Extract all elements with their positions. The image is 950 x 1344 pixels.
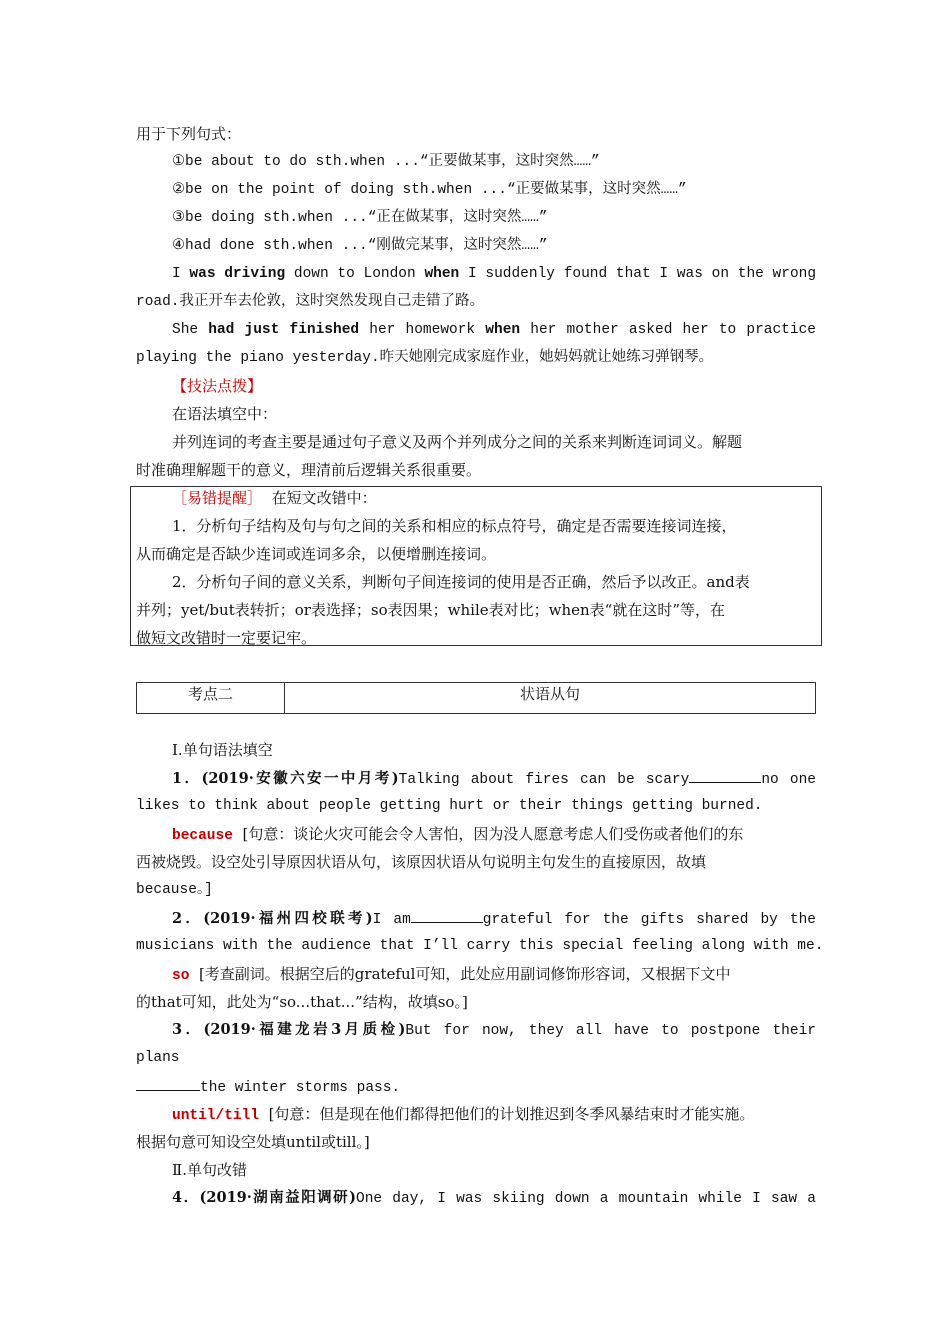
q3-answer-line: until/till [句意：但是现在他们都得把他们的计划推迟到冬季风暴结束时才能实施。 [172,1105,755,1124]
example-2-line1: She had just finished her homework when her mother asked her to practice [172,322,816,338]
q3-line3: the winter storms pass. [136,1072,816,1102]
q1-blank[interactable] [689,764,761,783]
example-1-line1: I was driving down to London when I suddenly found that I was on the wrong [172,266,817,282]
box-line-5: 做短文改错时一定要记牢。 [136,629,317,647]
q1-line1: 1．(2019·安徽六安一中月考)Talking about fires can be scary no one [172,764,816,794]
section-2-heading: Ⅱ.单句改错 [172,1161,247,1179]
pattern-1: ①be about to do sth.when ...“正要做某事，这时突然……” [172,154,600,170]
topic-title: 状语从句 [519,685,580,703]
q2-line2: musicians with the audience that I’ll carry this special feeling along with me. [136,938,824,954]
q4-line1: 4．(2019·湖南益阳调研)One day, I was skiing down a mountain while I saw a [172,1189,816,1207]
q1-explain-3: because。] [136,882,213,898]
intro-text: 用于下列句式： [136,125,242,143]
q3-answer: until/till [172,1108,260,1124]
box-title-line: ［易错提醒］ 在短文改错中： [172,489,377,507]
section-1-heading: Ⅰ.单句语法填空 [172,741,273,759]
q3-blank[interactable] [136,1072,200,1091]
q1-line2: likes to think about people getting hurt or their things getting burned. [136,798,763,814]
tip-line-3: 时准确理解题干的意义，理清前后逻辑关系很重要。 [136,461,482,479]
q1-answer-line: because [句意：谈论火灾可能会令人害怕，因为没人愿意考虑人们受伤或者他们的东 [172,825,744,844]
box-title: ［易错提醒］ [172,489,263,507]
q1-explain-2: 西被烧毁。设空处引导原因状语从句，该原因状语从句说明主句发生的直接原因，故填 [136,853,707,871]
topic-number: 考点二 [137,683,285,713]
q2-answer: so [172,968,190,984]
tip-line-2: 并列连词的考查主要是通过句子意义及两个并列成分之间的关系来判断连词词义。解题 [172,433,743,451]
box-line-4: 并列；yet/but表转折；or表选择；so表因果；while表对比；when表“就在这时”等，在 [136,601,726,619]
q1-answer: because [172,828,233,844]
topic-table [136,682,816,714]
tip-title: 【技法点拨】 [172,377,263,395]
box-line-3: 2．分析句子间的意义关系，判断句子间连接词的使用是否正确，然后予以改正。and表 [172,573,750,591]
pattern-3: ③be doing sth.when ...“正在做某事，这时突然……” [172,210,548,226]
q3-line1: 3．(2019·福建龙岩3月质检)But for now, they all have to postpone their [172,1021,816,1039]
tip-line-1: 在语法填空中： [172,405,278,423]
q2-explain-2: 的that可知，此处为“so...that...”结构，故填so。] [136,993,468,1011]
q2-blank[interactable] [411,904,483,923]
q2-answer-line: so [考查副词。根据空后的grateful可知，此处应用副词修饰形容词，又根据下文中 [172,965,731,984]
example-2-line2: playing the piano yesterday.昨天她刚完成家庭作业，她妈妈就让她练习弹钢琴。 [136,350,714,366]
q3-line2: plans [136,1050,180,1066]
box-line-1: 1．分析句子结构及句与句之间的关系和相应的标点符号，确定是否需要连接词连接， [172,517,737,535]
pattern-2: ②be on the point of doing sth.when ...“正要做某事，这时突然……” [172,182,687,198]
q2-line1: 2．(2019·福州四校联考)I am grateful for the gifts shared by the [172,904,816,934]
example-1-line2: road.我正开车去伦敦，这时突然发现自己走错了路。 [136,294,485,310]
box-line-2: 从而确定是否缺少连词或连词多余，以便增删连接词。 [136,545,497,563]
pattern-4: ④had done sth.when ...“刚做完某事，这时突然……” [172,238,548,254]
q3-explain-2: 根据句意可知设空处填until或till。] [136,1133,370,1151]
